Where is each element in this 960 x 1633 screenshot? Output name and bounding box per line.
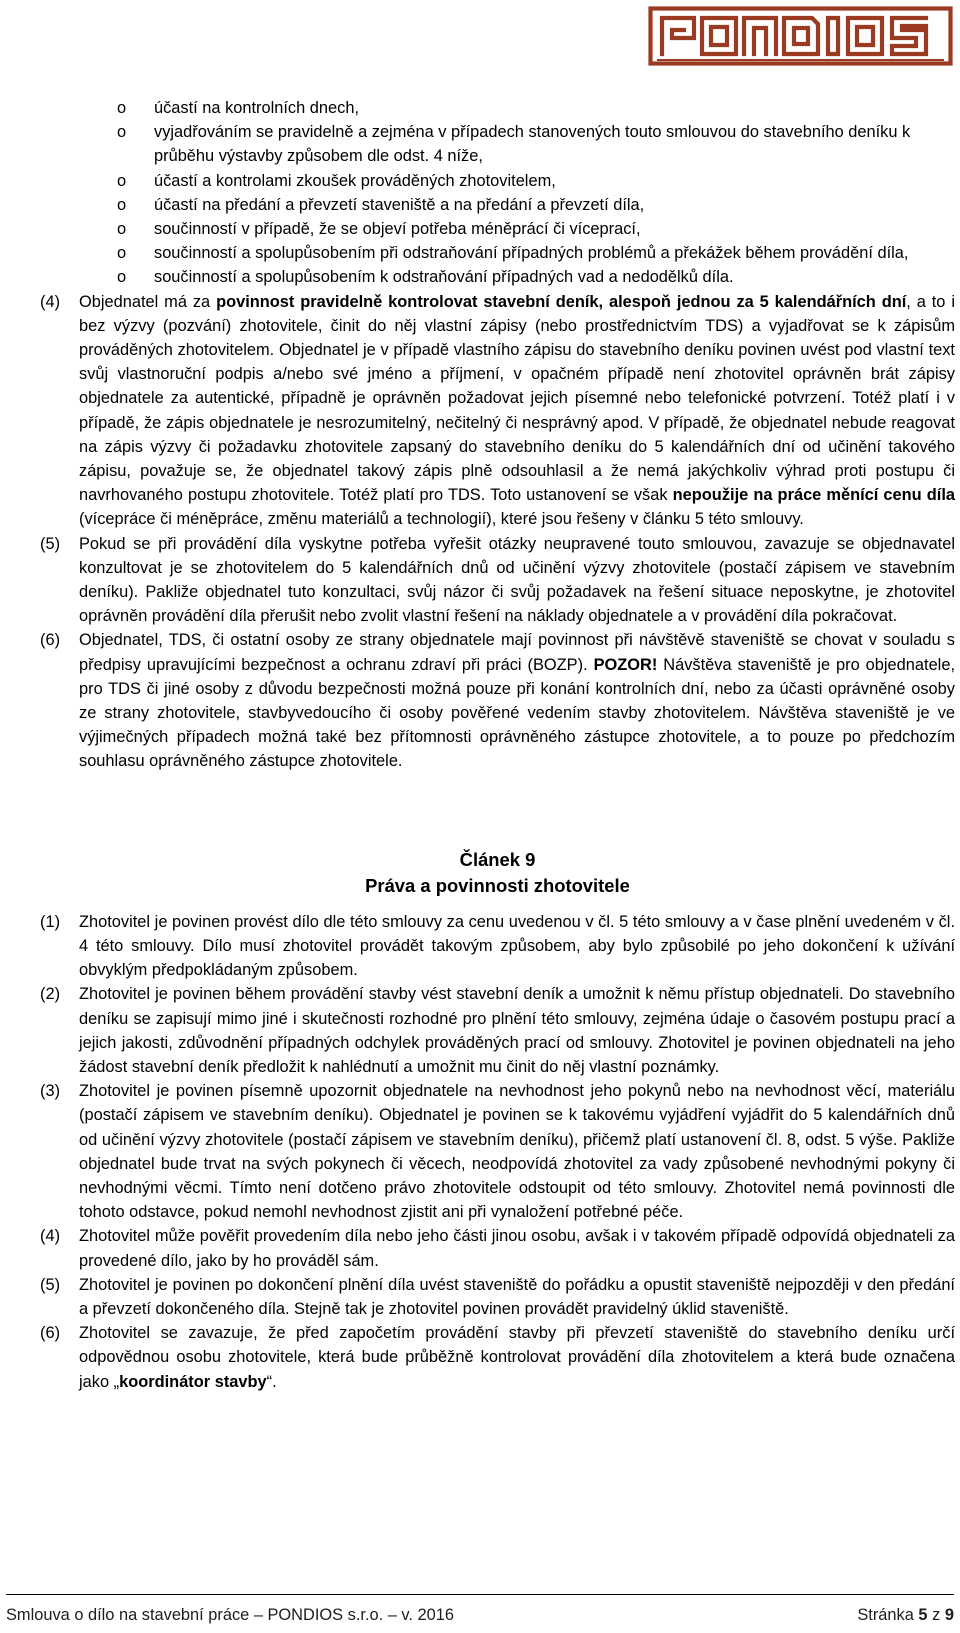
list-item: [40, 169, 955, 193]
bullet-marker: o: [117, 195, 127, 214]
list-item-text: účastí a kontrolami zkoušek prováděných zhotovitelem,: [154, 171, 556, 190]
cooperation-bullet-list: [40, 96, 955, 290]
paragraph-text: Zhotovitel je povinen během provádění stavby vést stavební deník a umožnit k němu přístup objednateli. Do stavebního deníku se zapisují mimo jiné i skutečnosti rozhodné pro plnění této smlouvy, zejména údaje o časovém postupu prací a jejich jakosti, zdůvodnění případných odchylek prováděných prací od smlouvy. Zhotovitel je povinen objednateli na jeho žádost stavební deník předložit k nahlédnutí a umožnit mu činit do něj vlastní poznámky.: [79, 985, 955, 1076]
list-item: [40, 96, 955, 120]
paragraph-text: , a to i bez výzvy (pozvání) zhotovitele, činit do něj vlastní zápisy (nebo prostřednictvím TDS) a vyjadřovat se k zápisům prováděných zhotovitelem. Objednatel je v případě vlastního zápisu do stavebního deníku povinen uvést pod vlastní text svůj vlastnoruční podpis a/nebo své jméno a příjmení, v opačném případě není zhotovitel oprávněn brát zápisy objednatele za autentické, případně je oprávněn požadovat jejich písemné nebo telefonické potvrzení. Totéž platí i v případě, že zápis objednatele je nesrozumitelný, nečitelný či nesprávný apod. V případě, že objednatel nebude reagovat na zápis výzvy či požadavku zhotovitele zapsaný do stavebního deníku do 5 kalendářních dní od učinění takového zápisu, považuje se, že objednatel takový zápis plně odsouhlasil a že nemá jakýchkoliv výhrad proti postupu či navrhovaného postupu zhotovitele. Totéž platí pro TDS. Toto ustanovení se však: [79, 292, 955, 505]
paragraph: [40, 532, 955, 629]
paragraph-text: Pokud se při provádění díla vyskytne potřeba vyřešit otázky neupravené touto smlouvou, zavazuje se objednavatel konzultovat je se zhotovitelem do 5 kalendářních dnů od učinění výzvy zhotovitele (postačí zápisem ve stavebním deníku). Pakliže objednatel tuto konzultaci, svůj názor či svůj požadavek na řešení situace neposkytne, je zhotovitel oprávněn provádění díla přerušit nebo zvolit vlastní řešení na náklady objednatele a v provádění díla pokračovat.: [79, 534, 955, 626]
paragraph: [40, 982, 955, 1079]
paragraph-number: (4): [40, 292, 61, 311]
bullet-marker: o: [117, 99, 127, 117]
list-item: [40, 217, 955, 241]
list-item-text: účastí na kontrolních dnech,: [154, 99, 360, 117]
paragraph-text-bold: povinnost pravidelně kontrolovat stavební deník, alespoň jednou za 5 kalendářních dní: [216, 292, 907, 311]
article-heading: Článek 9: [459, 848, 536, 870]
page-total: 9: [944, 1606, 954, 1624]
page-current: 5: [918, 1606, 928, 1624]
paragraph-text: Návštěva staveniště je pro objednatele, pro TDS či jiné osoby z důvodu bezpečnosti možná pouze při konání kontrolních dní, nebo za účasti oprávněné osoby ze strany zhotovitele, stavbyvedoucího či osoby pověřené vedením stavby zhotovitelem. Návštěva staveniště je ve výjimečných případech možná také bez přítomnosti oprávněného zástupce zhotovitele, a to pouze po předchozím souhlasu oprávněného zástupce zhotovitele.: [79, 655, 955, 771]
list-item: [40, 120, 955, 168]
list-item-text: součinností a spolupůsobením při odstraňování případných problémů a překážek během provádění díla,: [154, 244, 909, 263]
paragraph-text: Zhotovitel je povinen po dokončení plnění díla uvést staveniště do pořádku a opustit staveniště nejpozději v den předání a převzetí dokončeného díla. Stejně tak je zhotovitel povinen provádět pravidelný úklid staveniště.: [79, 1275, 955, 1318]
paragraph-text-bold: nepoužije na práce měnící cenu díla: [672, 486, 955, 505]
page-of: z: [932, 1606, 941, 1624]
paragraph-text: Zhotovitel se zavazuje, že před započetím provádění stavby při převzetí staveniště do stavebního deníku určí odpovědnou osobu zhotovitele, která bude průběžně kontrolovat provádění díla zhotovitelem a která bude označena jako „: [79, 1324, 955, 1391]
list-item-text: účastí na předání a převzetí staveniště a na předání a převzetí díla,: [154, 195, 645, 214]
bullet-marker: o: [117, 268, 127, 287]
paragraph: [40, 1079, 955, 1224]
paragraph-text-bold: POZOR!: [593, 655, 658, 674]
paragraph-number: (2): [40, 985, 61, 1004]
paragraph: [40, 1321, 955, 1394]
paragraph-text: (vícepráce či méněpráce, změnu materiálů a technologií), které jsou řešeny v článku 5 této smlouvy.: [79, 510, 804, 529]
bullet-marker: o: [117, 171, 127, 190]
paragraph: [40, 910, 955, 983]
paragraph-text: “.: [266, 1372, 277, 1391]
paragraph-number: (6): [40, 1324, 61, 1343]
paragraph-number: (6): [40, 631, 61, 650]
company-logo: [648, 6, 953, 66]
page-word: Stránka: [857, 1606, 914, 1624]
document-body: [40, 96, 955, 1394]
paragraph-text: Zhotovitel je povinen písemně upozornit objednatele na nevhodnost jeho pokynů nebo na nevhodnost věcí, materiálu (postačí zápisem ve stavebním deníku). Objednatel je povinen se k takovému vyjádření vyjádřit do 5 kalendářních dnů od učinění výzvy zhotovitele (postačí zápisem ve stavebním deníku), přičemž platí ustanovení čl. 8, odst. 5 výše. Pakliže objednatel bude trvat na svých pokynech či věcech, neodpovídá zhotovitel za vady způsobené nevhodnými pokyny či nevhodnými věcmi. Tímto není dotčeno právo zhotovitele odstoupit od této smlouvy. Zhotovitel nemá povinnosti dle tohoto odstavce, pokud nemohl nevhodnost zjistit ani při vynaložení potřebné péče.: [79, 1082, 955, 1222]
pondios-logo-graphic: [648, 6, 953, 66]
paragraph-text: Objednatel má za: [79, 292, 217, 311]
paragraph-text: Zhotovitel je povinen provést dílo dle této smlouvy za cenu uvedenou v čl. 5 této smlouvy a v čase plnění uvedeném v čl. 4 této smlouvy. Dílo musí zhotovitel provádět takovým způsobem, aby bylo způsobilé po jeho dokončení k užívání obvyklým předpokládaným způsobem.: [79, 912, 955, 980]
page-footer: [6, 1594, 954, 1624]
list-item-text: součinností a spolupůsobením k odstraňování případných vad a nedodělků díla.: [154, 268, 734, 287]
paragraph-number: (1): [40, 912, 61, 931]
paragraph: [40, 1224, 955, 1272]
list-item: [40, 241, 955, 265]
paragraph-text-bold: koordinátor stavby: [119, 1372, 267, 1391]
list-item: [40, 265, 955, 289]
list-item-text: součinností v případě, že se objeví potřeba méněprácí či víceprací,: [154, 220, 641, 239]
paragraph-text: Objednatel, TDS, či ostatní osoby ze strany objednatele mají povinnost při návštěvě staveniště se chovat v souladu s předpisy upravujícími bezpečnost a ochranu zdraví při práci (BOZP).: [79, 631, 955, 674]
paragraph: [40, 290, 955, 532]
bullet-marker: o: [117, 123, 127, 142]
paragraph-text: Zhotovitel může pověřit provedením díla nebo jeho části jinou osobu, avšak i v takovém případě odpovídá objednateli za provedené dílo, jako by ho prováděl sám.: [79, 1227, 955, 1270]
paragraph-number: (3): [40, 1082, 61, 1101]
footer-document-title: Smlouva o dílo na stavební práce – PONDIOS s.r.o. – v. 2016: [6, 1606, 454, 1624]
bullet-marker: o: [117, 244, 127, 263]
paragraph-number: (4): [40, 1227, 61, 1246]
paragraph-number: (5): [40, 534, 61, 553]
page-number: [857, 1605, 954, 1625]
article-title: Práva a povinnosti zhotovitele: [365, 874, 630, 896]
bullet-marker: o: [117, 220, 127, 239]
list-item-text: vyjadřováním se pravidelně a zejména v případech stanovených touto smlouvou do stavebního deníku k průběhu výstavby způsobem dle odst. 4 níže,: [154, 123, 911, 166]
paragraph: [40, 628, 955, 773]
paragraph-number: (5): [40, 1275, 61, 1294]
list-item: [40, 193, 955, 217]
paragraph: [40, 1273, 955, 1321]
